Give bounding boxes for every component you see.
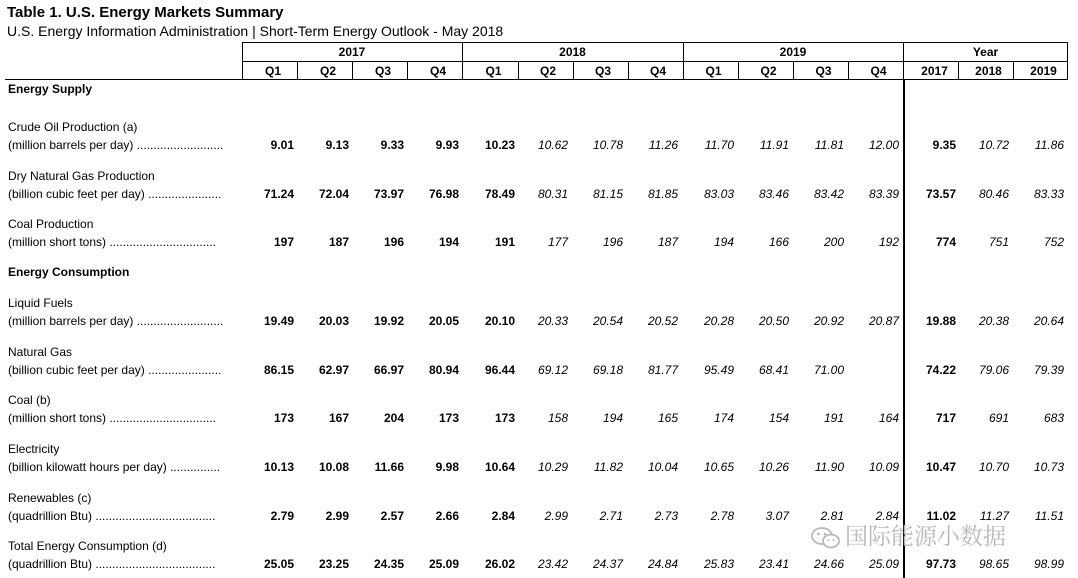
- cell-liquid-fuels-6: 20.54: [592, 314, 623, 328]
- row-unit-electricity: (billion kilowatt hours per day) ...............: [8, 460, 221, 474]
- cell-crude-oil-production-12: 9.35: [932, 138, 956, 152]
- cell-renewables-11: 2.84: [875, 509, 899, 523]
- header-col-2: Q3: [374, 64, 391, 78]
- cell-dry-natural-gas-production-14: 83.33: [1033, 187, 1064, 201]
- cell-dry-natural-gas-production-6: 81.15: [592, 187, 623, 201]
- cell-renewables-10: 2.81: [820, 509, 844, 523]
- cell-crude-oil-production-7: 11.26: [648, 138, 678, 152]
- cell-coal-consumption-3: 173: [438, 411, 459, 425]
- cell-coal-production-12: 774: [935, 235, 956, 249]
- header-col-6: Q3: [594, 64, 611, 78]
- cell-liquid-fuels-10: 20.92: [813, 314, 844, 328]
- cell-renewables-4: 2.84: [491, 509, 515, 523]
- row-unit-coal-production: (million short tons) ................................: [8, 235, 217, 249]
- row-unit-natural-gas: (billion cubic feet per day) ......................: [8, 363, 222, 377]
- section-energy-consumption: Energy Consumption: [8, 265, 130, 279]
- cell-total-energy-consumption-2: 24.35: [373, 557, 404, 571]
- cell-dry-natural-gas-production-2: 73.97: [373, 187, 404, 201]
- cell-total-energy-consumption-1: 23.25: [318, 557, 349, 571]
- cell-dry-natural-gas-production-1: 72.04: [318, 187, 349, 201]
- cell-coal-production-13: 751: [988, 235, 1009, 249]
- cell-liquid-fuels-2: 19.92: [373, 314, 404, 328]
- cell-electricity-6: 11.82: [593, 460, 623, 474]
- cell-crude-oil-production-0: 9.01: [270, 138, 294, 152]
- row-label-coal-production: Coal Production: [8, 217, 94, 231]
- cell-electricity-14: 10.73: [1033, 460, 1064, 474]
- row-label-coal-consumption: Coal (b): [8, 393, 51, 407]
- cell-coal-production-10: 200: [823, 235, 844, 249]
- cell-electricity-5: 10.29: [537, 460, 568, 474]
- cell-natural-gas-1: 62.97: [318, 363, 349, 377]
- header-col-13: 2018: [975, 64, 1002, 78]
- header-col-12: 2017: [921, 64, 948, 78]
- cell-renewables-13: 11.27: [979, 509, 1009, 523]
- cell-electricity-4: 10.64: [484, 460, 515, 474]
- cell-renewables-1: 2.99: [325, 509, 349, 523]
- cell-coal-consumption-9: 154: [768, 411, 789, 425]
- cell-dry-natural-gas-production-4: 78.49: [484, 187, 515, 201]
- cell-liquid-fuels-9: 20.50: [758, 314, 789, 328]
- cell-total-energy-consumption-3: 25.09: [428, 557, 459, 571]
- cell-coal-consumption-11: 164: [878, 411, 899, 425]
- row-label-renewables: Renewables (c): [8, 491, 92, 505]
- cell-liquid-fuels-12: 19.88: [925, 314, 956, 328]
- cell-crude-oil-production-10: 11.81: [814, 138, 844, 152]
- cell-natural-gas-4: 96.44: [484, 363, 515, 377]
- cell-coal-consumption-14: 683: [1043, 411, 1064, 425]
- header-col-4: Q1: [485, 64, 502, 78]
- cell-electricity-10: 11.90: [814, 460, 844, 474]
- cell-renewables-8: 2.78: [710, 509, 734, 523]
- cell-electricity-8: 10.65: [703, 460, 734, 474]
- cell-coal-production-2: 196: [383, 235, 404, 249]
- cell-total-energy-consumption-5: 23.42: [537, 557, 568, 571]
- cell-natural-gas-3: 80.94: [428, 363, 459, 377]
- cell-coal-production-7: 187: [657, 235, 678, 249]
- cell-renewables-9: 3.07: [765, 509, 789, 523]
- header-group-year: Year: [972, 45, 999, 59]
- cell-renewables-5: 2.99: [544, 509, 568, 523]
- watermark-text: 国际能源小数据: [845, 523, 1006, 549]
- row-unit-dry-natural-gas-production: (billion cubic feet per day) ......................: [8, 187, 222, 201]
- cell-coal-consumption-13: 691: [988, 411, 1009, 425]
- cell-total-energy-consumption-13: 98.65: [978, 557, 1009, 571]
- cell-coal-production-3: 194: [438, 235, 459, 249]
- cell-liquid-fuels-13: 20.38: [978, 314, 1009, 328]
- header-col-8: Q1: [705, 64, 722, 78]
- cell-crude-oil-production-6: 10.78: [592, 138, 623, 152]
- cell-coal-production-5: 177: [547, 235, 568, 249]
- cell-natural-gas-12: 74.22: [925, 363, 956, 377]
- header-col-14: 2019: [1030, 64, 1057, 78]
- cell-renewables-14: 11.51: [1034, 509, 1064, 523]
- cell-total-energy-consumption-10: 24.66: [813, 557, 844, 571]
- cell-crude-oil-production-9: 11.91: [759, 138, 789, 152]
- cell-coal-production-11: 192: [878, 235, 899, 249]
- cell-total-energy-consumption-9: 23.41: [758, 557, 789, 571]
- cell-renewables-3: 2.66: [435, 509, 459, 523]
- cell-liquid-fuels-11: 20.87: [868, 314, 899, 328]
- cell-electricity-7: 10.04: [647, 460, 678, 474]
- cell-electricity-9: 10.26: [758, 460, 789, 474]
- row-unit-renewables: (quadrillion Btu) ....................................: [8, 509, 216, 523]
- cell-electricity-0: 10.13: [263, 460, 294, 474]
- cell-coal-consumption-4: 173: [494, 411, 515, 425]
- cell-coal-production-14: 752: [1043, 235, 1064, 249]
- cell-coal-production-8: 194: [713, 235, 734, 249]
- cell-natural-gas-9: 68.41: [758, 363, 789, 377]
- cell-coal-consumption-1: 167: [328, 411, 349, 425]
- row-unit-coal-consumption: (million short tons) ................................: [8, 411, 217, 425]
- cell-liquid-fuels-3: 20.05: [428, 314, 459, 328]
- cell-electricity-13: 10.70: [978, 460, 1009, 474]
- header-col-1: Q2: [319, 64, 336, 78]
- cell-coal-production-6: 196: [602, 235, 623, 249]
- cell-dry-natural-gas-production-0: 71.24: [263, 187, 294, 201]
- cell-renewables-0: 2.79: [270, 509, 294, 523]
- cell-dry-natural-gas-production-8: 83.03: [703, 187, 734, 201]
- table-subtitle: U.S. Energy Information Administration | Short-Term Energy Outlook - May 2018: [7, 23, 504, 39]
- cell-dry-natural-gas-production-5: 80.31: [537, 187, 568, 201]
- header-bottom-rule: [5, 79, 1068, 80]
- cell-liquid-fuels-5: 20.33: [537, 314, 568, 328]
- row-label-crude-oil-production: Crude Oil Production (a): [8, 120, 138, 134]
- cell-coal-production-4: 191: [494, 235, 515, 249]
- cell-dry-natural-gas-production-9: 83.46: [758, 187, 789, 201]
- cell-electricity-1: 10.08: [318, 460, 349, 474]
- row-label-liquid-fuels: Liquid Fuels: [8, 296, 73, 310]
- cell-crude-oil-production-4: 10.23: [484, 138, 515, 152]
- cell-coal-consumption-2: 204: [383, 411, 404, 425]
- cell-coal-production-9: 166: [768, 235, 789, 249]
- cell-crude-oil-production-1: 9.13: [325, 138, 349, 152]
- cell-natural-gas-7: 81.77: [647, 363, 678, 377]
- cell-renewables-6: 2.71: [599, 509, 623, 523]
- cell-dry-natural-gas-production-13: 80.46: [978, 187, 1009, 201]
- cell-electricity-12: 10.47: [925, 460, 956, 474]
- cell-liquid-fuels-8: 20.28: [703, 314, 734, 328]
- cell-natural-gas-6: 69.18: [592, 363, 623, 377]
- row-label-total-energy-consumption: Total Energy Consumption (d): [8, 539, 167, 553]
- cell-dry-natural-gas-production-11: 83.39: [868, 187, 899, 201]
- cell-electricity-3: 9.98: [435, 460, 459, 474]
- cell-dry-natural-gas-production-3: 76.98: [428, 187, 459, 201]
- cell-total-energy-consumption-7: 24.84: [647, 557, 678, 571]
- row-unit-total-energy-consumption: (quadrillion Btu) ....................................: [8, 557, 216, 571]
- header-col-9: Q2: [760, 64, 777, 78]
- header-col-0: Q1: [264, 64, 281, 78]
- header-col-10: Q3: [815, 64, 832, 78]
- wechat-icon: [811, 526, 841, 550]
- cell-dry-natural-gas-production-12: 73.57: [925, 187, 956, 201]
- header-group-2018: 2018: [559, 45, 586, 59]
- cell-crude-oil-production-2: 9.33: [380, 138, 404, 152]
- header-top-rule: [242, 42, 1068, 43]
- cell-total-energy-consumption-6: 24.37: [592, 557, 623, 571]
- cell-renewables-2: 2.57: [380, 509, 404, 523]
- header-col-5: Q2: [539, 64, 556, 78]
- cell-liquid-fuels-4: 20.10: [484, 314, 515, 328]
- cell-coal-production-1: 187: [328, 235, 349, 249]
- cell-renewables-7: 2.73: [654, 509, 678, 523]
- cell-total-energy-consumption-4: 26.02: [484, 557, 515, 571]
- cell-coal-production-0: 197: [273, 235, 294, 249]
- row-label-dry-natural-gas-production: Dry Natural Gas Production: [8, 169, 155, 183]
- cell-natural-gas-2: 66.97: [373, 363, 404, 377]
- cell-dry-natural-gas-production-10: 83.42: [813, 187, 844, 201]
- cell-natural-gas-8: 95.49: [703, 363, 734, 377]
- cell-liquid-fuels-7: 20.52: [647, 314, 678, 328]
- cell-liquid-fuels-1: 20.03: [318, 314, 349, 328]
- table-title: Table 1. U.S. Energy Markets Summary: [7, 4, 284, 21]
- cell-liquid-fuels-0: 19.49: [263, 314, 294, 328]
- row-unit-crude-oil-production: (million barrels per day) ..........................: [8, 138, 224, 152]
- cell-natural-gas-0: 86.15: [263, 363, 294, 377]
- row-label-natural-gas: Natural Gas: [8, 345, 73, 359]
- cell-electricity-2: 11.66: [374, 460, 404, 474]
- cell-crude-oil-production-8: 11.70: [704, 138, 734, 152]
- cell-coal-consumption-0: 173: [273, 411, 294, 425]
- cell-crude-oil-production-11: 12.00: [868, 138, 899, 152]
- header-col-11: Q4: [870, 64, 887, 78]
- cell-coal-consumption-6: 194: [602, 411, 623, 425]
- header-group-2019: 2019: [779, 45, 807, 59]
- header-mid-rule: [242, 61, 1068, 62]
- row-unit-liquid-fuels: (million barrels per day) ..........................: [8, 314, 224, 328]
- header-col-7: Q4: [649, 64, 666, 78]
- cell-total-energy-consumption-11: 25.09: [868, 557, 899, 571]
- cell-total-energy-consumption-0: 25.05: [263, 557, 294, 571]
- cell-coal-consumption-7: 165: [657, 411, 678, 425]
- cell-coal-consumption-10: 191: [823, 411, 844, 425]
- cell-crude-oil-production-3: 9.93: [435, 138, 459, 152]
- cell-natural-gas-14: 79.39: [1033, 363, 1064, 377]
- cell-natural-gas-5: 69.12: [537, 363, 568, 377]
- cell-natural-gas-13: 79.06: [978, 363, 1009, 377]
- cell-total-energy-consumption-8: 25.83: [703, 557, 734, 571]
- cell-dry-natural-gas-production-7: 81.85: [647, 187, 678, 201]
- cell-renewables-12: 11.02: [926, 509, 956, 523]
- cell-total-energy-consumption-12: 97.73: [925, 557, 956, 571]
- cell-coal-consumption-12: 717: [935, 411, 956, 425]
- cell-total-energy-consumption-14: 98.99: [1033, 557, 1064, 571]
- cell-crude-oil-production-13: 10.72: [978, 138, 1009, 152]
- cell-crude-oil-production-14: 11.86: [1034, 138, 1064, 152]
- cell-liquid-fuels-14: 20.64: [1033, 314, 1064, 328]
- section-energy-supply: Energy Supply: [8, 82, 93, 96]
- cell-coal-consumption-5: 158: [547, 411, 568, 425]
- row-label-electricity: Electricity: [8, 442, 60, 456]
- watermark: [811, 518, 1006, 551]
- header-group-2017: 2017: [338, 45, 366, 59]
- cell-crude-oil-production-5: 10.62: [537, 138, 568, 152]
- cell-coal-consumption-8: 174: [713, 411, 734, 425]
- header-col-3: Q4: [429, 64, 446, 78]
- cell-natural-gas-10: 71.00: [813, 363, 844, 377]
- cell-electricity-11: 10.09: [868, 460, 899, 474]
